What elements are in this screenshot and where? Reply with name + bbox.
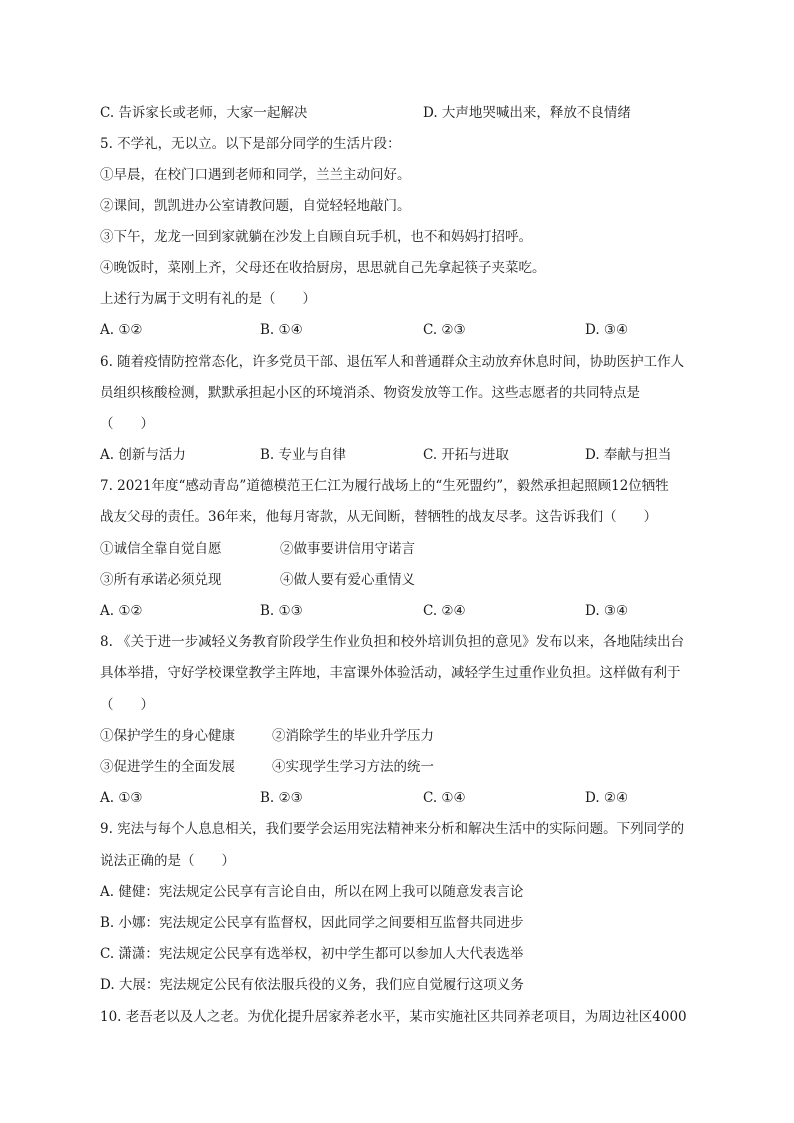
q9-option-a: A. 健健：宪法规定公民享有言论自由，所以在网上我可以随意发表言论 [100, 884, 524, 900]
q7-option-c: C. ②④ [423, 603, 466, 619]
q8-option-d: D. ②④ [585, 790, 629, 806]
q8-line-1: 8. 《关于进一步减轻义务教育阶段学生作业负担和校外培训负担的意见》发布以来，各地陆续出台 [100, 634, 685, 650]
q4-option-d: D. 大声地哭喊出来，释放不良情绪 [423, 105, 631, 121]
q7-line-1: 7. 2021年度“感动青岛”道德模范王仁江为履行战场上的“生死盟约”，毅然承担起照顾12位牺牲 [100, 478, 669, 494]
q6-line-1: 6. 随着疫情防控常态化，许多党员干部、退伍军人和普通群众主动放弃休息时间，协助医护工作人 [100, 354, 685, 370]
q7-option-b: B. ①③ [260, 603, 303, 619]
q7-option-a: A. ①② [100, 603, 143, 619]
q9-option-c: C. 潇潇：宪法规定公民享有选举权，初中学生都可以参加人大代表选举 [100, 946, 524, 962]
q8-item-4: ④实现学生学习方法的统一 [272, 759, 434, 775]
q4-option-c: C. 告诉家长或老师，大家一起解决 [100, 105, 308, 121]
q8-option-a: A. ①③ [100, 790, 143, 806]
q5-question: 上述行为属于文明有礼的是（ ） [100, 291, 316, 307]
q9-line-1: 9. 宪法与每个人息息相关，我们要学会运用宪法精神来分析和解决生活中的实际问题。下列同学的 [100, 821, 685, 837]
q8-option-b: B. ②③ [260, 790, 303, 806]
q5-item-4: ④晚饭时，菜刚上齐，父母还在收拾厨房，思思就自己先拿起筷子夹菜吃。 [100, 260, 546, 276]
q9-option-d: D. 大展：宪法规定公民有依法服兵役的义务，我们应自觉履行这项义务 [100, 977, 524, 993]
q5-item-2: ②课间，凯凯进办公室请教问题，自觉轻轻地敲门。 [100, 198, 411, 214]
q7-option-d: D. ③④ [585, 603, 629, 619]
q8-item-3: ③促进学生的全面发展 [100, 759, 235, 775]
q8-option-c: C. ①④ [423, 790, 466, 806]
q5-stem: 5. 不学礼，无以立。以下是部分同学的生活片段： [100, 136, 401, 152]
q8-line-3: （ ） [100, 697, 154, 713]
q6-line-3: （ ） [100, 416, 154, 432]
q7-item-4: ④做人要有爱心重情义 [280, 572, 415, 588]
q5-option-b: B. ①④ [260, 322, 303, 338]
q5-item-1: ①早晨，在校门口遇到老师和同学，兰兰主动问好。 [100, 167, 411, 183]
q5-option-c: C. ②③ [423, 322, 466, 338]
q7-item-2: ②做事要讲信用守诺言 [280, 541, 415, 557]
q7-item-3: ③所有承诺必须兑现 [100, 572, 222, 588]
q6-line-2: 员组织核酸检测，默默承担起小区的环境消杀、物资发放等工作。这些志愿者的共同特点是 [100, 385, 640, 401]
q6-option-a: A. 创新与活力 [100, 447, 186, 463]
q6-option-c: C. 开拓与进取 [423, 447, 509, 463]
q5-option-a: A. ①② [100, 322, 143, 338]
q6-option-d: D. 奉献与担当 [585, 447, 672, 463]
q7-line-2: 战友父母的责任。36年来，他每月寄款，从无间断，替牺牲的战友尽孝。这告诉我们（ ） [100, 509, 658, 525]
q8-line-2: 具体举措，守好学校课堂教学主阵地，丰富课外体验活动，减轻学生过重作业负担。这样做有利于 [100, 665, 681, 681]
q7-item-1: ①诚信全靠自觉自愿 [100, 541, 222, 557]
q9-option-b: B. 小娜：宪法规定公民享有监督权，因此同学之间要相互监督共同进步 [100, 915, 524, 931]
q10-line-1: 10. 老吾老以及人之老。为优化提升居家养老水平，某市实施社区共同养老项目，为周边社区4000 [100, 1009, 687, 1025]
q9-line-2: 说法正确的是（ ） [100, 853, 235, 869]
q5-option-d: D. ③④ [585, 322, 629, 338]
q5-item-3: ③下午，龙龙一回到家就躺在沙发上自顾自玩手机，也不和妈妈打招呼。 [100, 229, 532, 245]
q8-item-1: ①保护学生的身心健康 [100, 728, 235, 744]
q8-item-2: ②消除学生的毕业升学压力 [272, 728, 434, 744]
q6-option-b: B. 专业与自律 [260, 447, 347, 463]
